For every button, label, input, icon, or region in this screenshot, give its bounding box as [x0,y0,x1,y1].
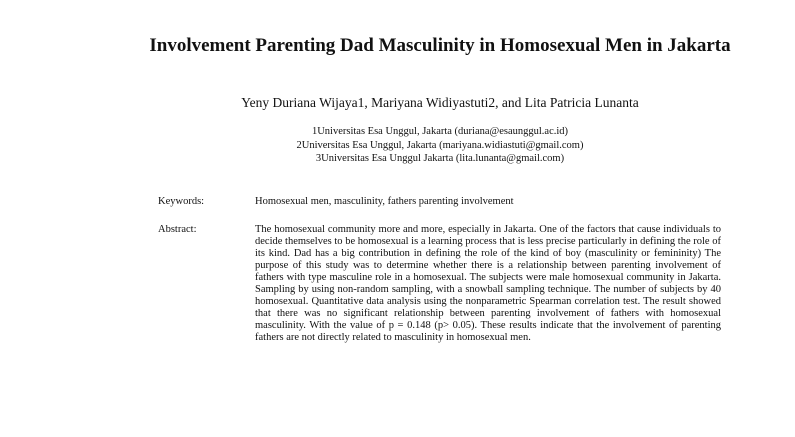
affiliation-list [120,125,760,166]
keywords-text: Homosexual men, masculinity, fathers parenting involvement [255,196,514,207]
affiliation-3: 3Universitas Esa Unggul Jakarta (lita.lunanta@gmail.com) [315,153,565,164]
keywords-label: Keywords: [158,196,205,207]
paper-title: Involvement Parenting Dad Masculinity in Homosexual Men in Jakarta [149,35,731,56]
abstract-label: Abstract: [158,224,197,235]
affiliation-2: 2Universitas Esa Unggul, Jakarta (mariyana.widiastuti@gmail.com) [296,139,584,151]
abstract-text: The homosexual community more and more, especially in Jakarta. One of the factors that cause individuals to decide themselves to be homosexual is a learning process that is less precise particularly in defining the role of its kind. Dad has a big contribution in defining the role of the kind of boy (masculinity or femininity) The purpose of this study was to determine whether there is a relationship between parenting involvement of fathers with type masculine role in a homosexual. The subjects were male homosexual community in Jakarta. Sampling by using non-random sampling, with a snowball sampling technique. The number of subjects by 40 homosexual. Quantitative data analysis using the nonparametric Spearman correlation test. The result showed that there was no significant relationship between parenting involvement of fathers with homosexual masculinity. With the value of p = 0.148 (p> 0.05). These results indicate that the involvement of parenting fathers are not directly related to masculinity in homosexual men. [255,224,721,343]
author-list: Yeny Duriana Wijaya1, Mariyana Widiyastuti2, and Lita Patricia Lunanta [241,95,639,110]
affiliation-1: 1Universitas Esa Unggul, Jakarta (duriana@esaunggul.ac.id) [311,126,569,137]
